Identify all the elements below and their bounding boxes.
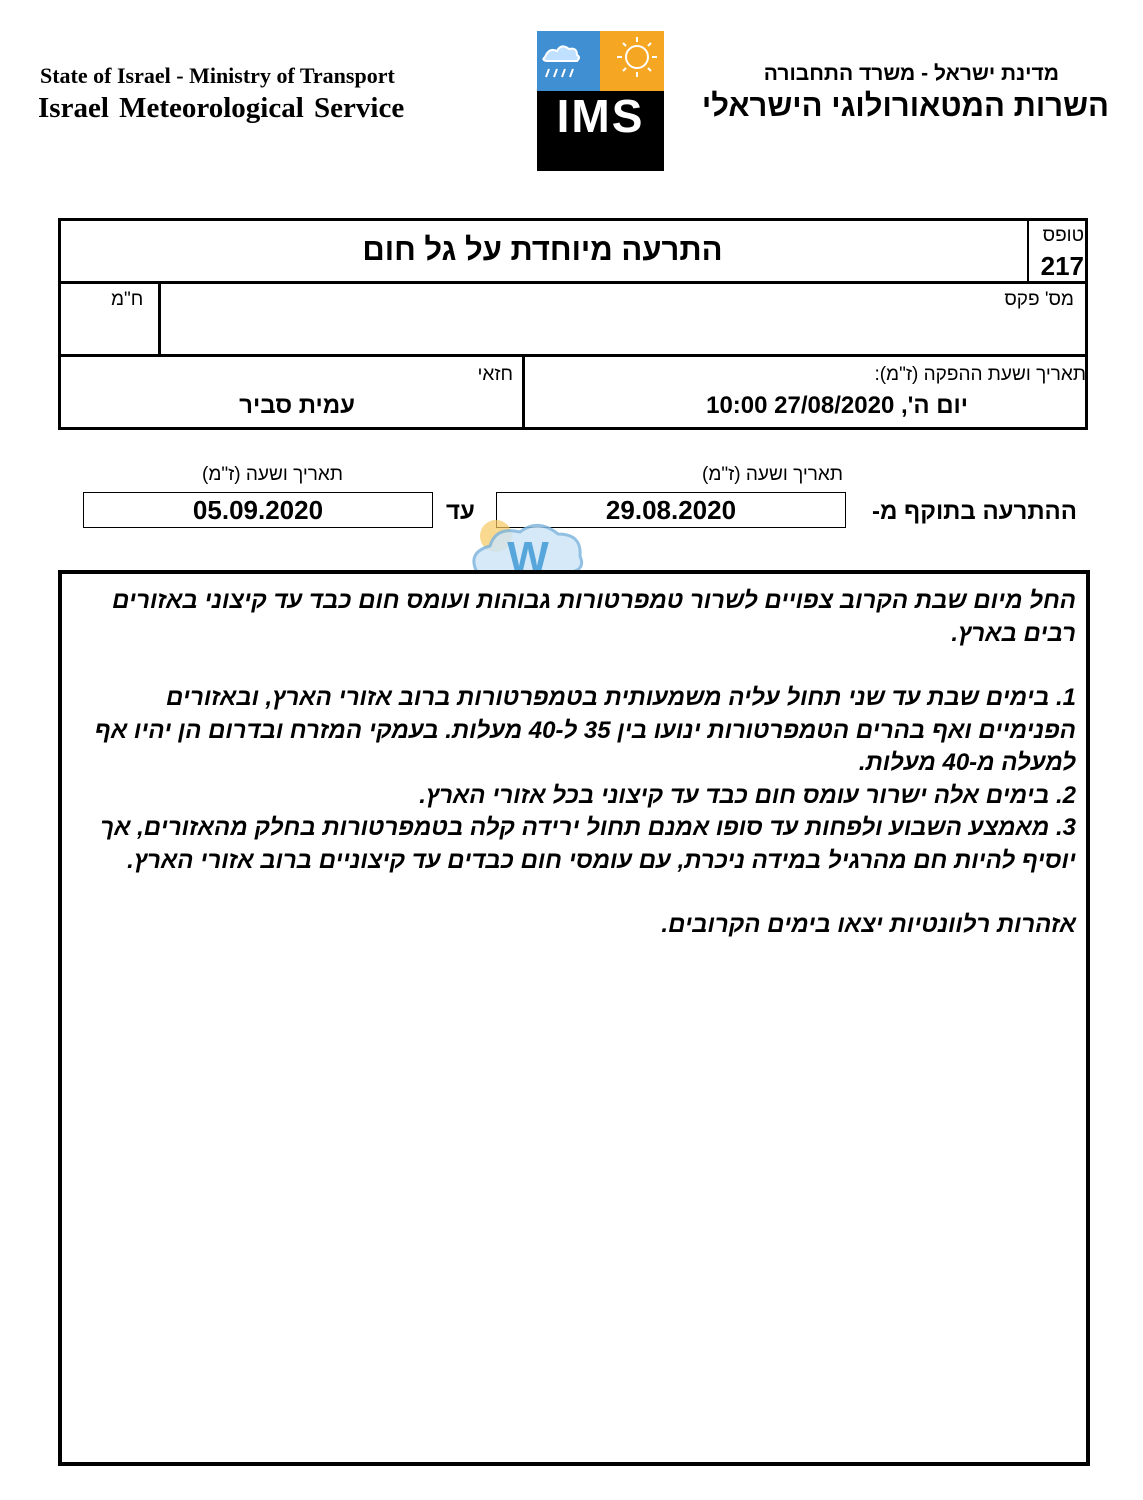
to-caption: תאריך ושעה (ז"מ)	[202, 464, 343, 485]
until-label: עד	[446, 498, 475, 525]
page-title: התרעה מיוחדת על גל חום	[362, 232, 723, 267]
hm-label: ח"מ	[111, 289, 144, 310]
issue-datetime-value: יום ה', 27/08/2020 10:00	[706, 392, 968, 419]
logo-subtitle: השירות המטאורולוגי	[549, 144, 652, 156]
form-number: 217	[1040, 251, 1084, 281]
form-label: טופס	[1042, 225, 1084, 246]
warning-body-text	[70, 585, 1076, 942]
logo-text: IMS	[556, 90, 645, 142]
warning-item-1: 1. בימים שבת עד שני תחול עליה משמעותית בטמפרטורות ברוב אזורי הארץ, ובאזורים הפנימיים ואף בהרים הטמפרטורות ינועו בין 35 ל-40 מעלות. בעמקי המזרח ובדרום הן יהיו אף למעלה מ-40 מעלות.	[94, 684, 1076, 776]
validity-label: ההתרעה בתוקף מ-	[871, 498, 1077, 525]
from-caption: תאריך ושעה (ז"מ)	[702, 464, 843, 485]
header-english-ministry: State of Israel - Ministry of Transport	[40, 63, 395, 88]
warning-closing: אזהרות רלוונטיות יצאו בימים הקרובים.	[661, 911, 1076, 938]
valid-to-date: 05.09.2020	[83, 492, 433, 528]
warning-item-2: 2. בימים אלה ישרור עומס חום כבד עד קיצוני בכל אזורי הארץ.	[419, 781, 1076, 809]
forecaster-name: עמית סביר	[239, 392, 355, 419]
issue-datetime-label: תאריך ושעת ההפקה (ז"מ):	[874, 364, 1086, 385]
forecaster-label: חזאי	[477, 364, 513, 385]
header-hebrew-ministry: מדינת ישראל - משרד התחבורה	[763, 62, 1059, 85]
warning-item-3: 3. מאמצע השבוע ולפחות עד סופו אמנם תחול ירידה קלה בטמפרטורות בחלק מהאזורים, אך יוסיף להיות חם מהרגיל במידה ניכרת, עם עומסי חום כבדים עד קיצוניים ברוב אזורי הארץ.	[100, 814, 1076, 874]
valid-from-date: 29.08.2020	[496, 492, 846, 528]
ims-logo	[537, 31, 664, 161]
svg-text:W: W	[507, 533, 549, 582]
fax-label: מס' פקס	[1004, 289, 1074, 310]
header-english-service: Israel Meteorological Service	[38, 92, 405, 124]
weather-icon	[537, 31, 664, 91]
header-hebrew-service: השרות המטאורולוגי הישראלי	[701, 88, 1109, 123]
warning-intro: החל מיום שבת הקרוב צפויים לשרור טמפרטורות גבוהות ועומס חום כבד עד קיצוני באזורים רבים בארץ.	[112, 587, 1076, 647]
